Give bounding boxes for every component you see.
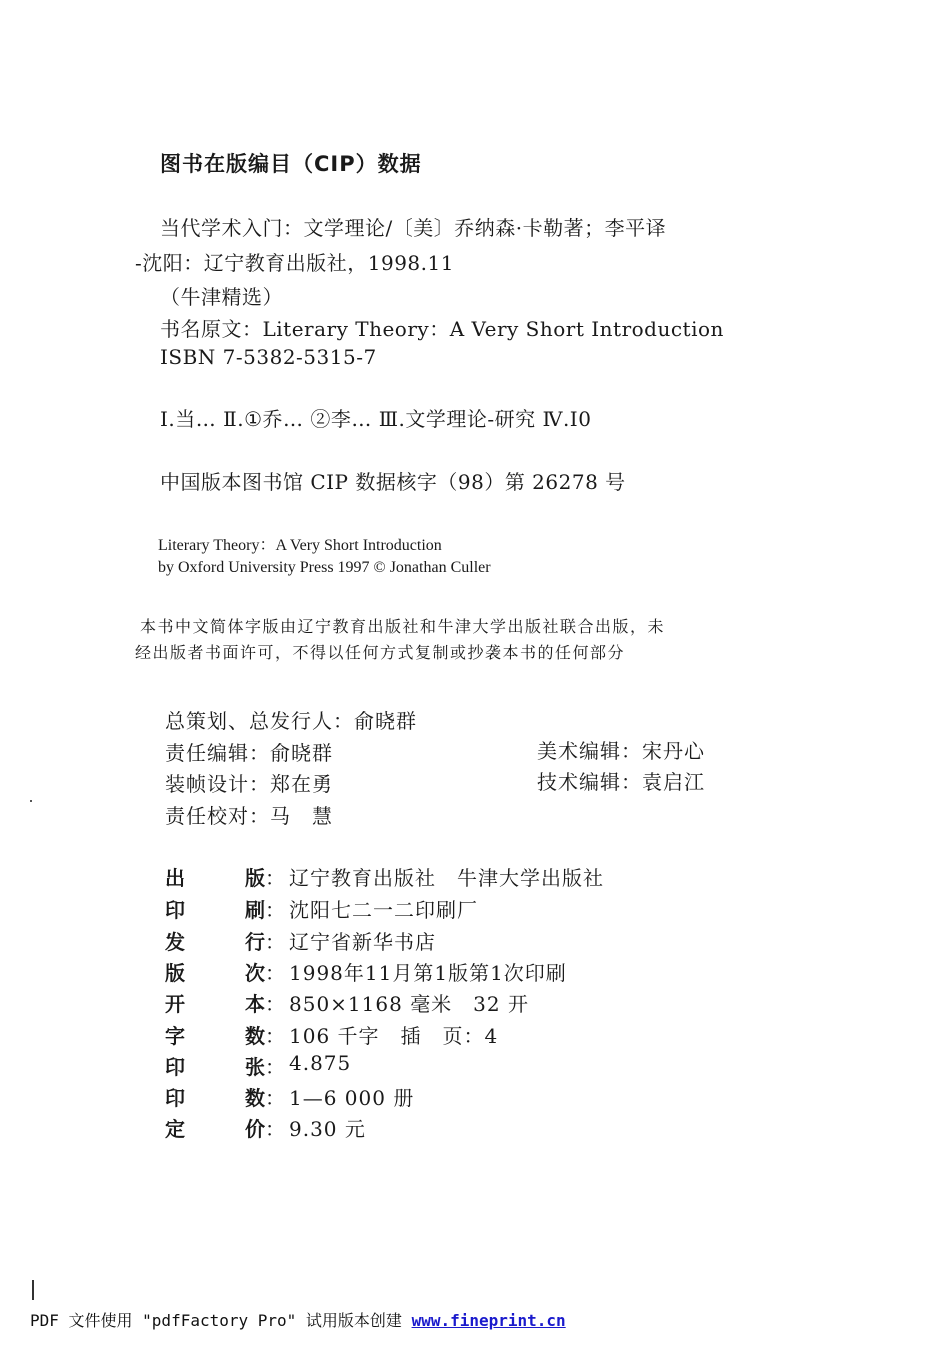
pub-row-edition: [165, 957, 567, 986]
pub-colon: ：: [265, 961, 285, 985]
pub-value: 1—6 000 册: [289, 1086, 415, 1110]
cip-line-title: 当代学术入门：文学理论/〔美〕乔纳森·卡勒著；李平译: [160, 216, 667, 240]
pub-row-price: [165, 1113, 366, 1142]
pub-row-sheets: [165, 1051, 351, 1080]
pub-row-format: [165, 988, 529, 1017]
credit-binding-design: 装帧设计：郑在勇: [165, 772, 333, 796]
english-title-line: Literary Theory：A Very Short Introduction: [158, 537, 442, 554]
pub-row-print-run: [165, 1082, 414, 1111]
pub-colon: ：: [265, 992, 285, 1016]
pub-row-word-count: [165, 1020, 498, 1049]
scan-edge-mark: [32, 1280, 34, 1300]
copyright-notice-line-1: 本书中文简体字版由辽宁教育出版社和牛津大学出版社联合出版，未: [140, 617, 666, 636]
pub-colon: ：: [265, 1086, 285, 1110]
pdf-footer: [30, 1308, 566, 1331]
pub-label: 字 数: [165, 1024, 265, 1048]
pub-label: 定 价: [165, 1117, 265, 1141]
cip-line-isbn: ISBN 7-5382-5315-7: [160, 345, 377, 369]
credit-technical-editor: 技术编辑：袁启江: [537, 770, 705, 794]
pub-value: 辽宁教育出版社 牛津大学出版社: [289, 866, 604, 890]
pub-colon: ：: [265, 1055, 285, 1079]
pub-label: 出 版: [165, 866, 265, 890]
pub-row-publisher: [165, 862, 604, 891]
pub-value: 沈阳七二一二印刷厂: [289, 898, 478, 922]
cip-line-series: （牛津精选）: [160, 285, 283, 309]
pub-label: 印 数: [165, 1086, 265, 1110]
credit-art-editor: 美术编辑：宋丹心: [537, 739, 705, 763]
cip-line-classification: Ⅰ.当… Ⅱ.①乔… ②李… Ⅲ.文学理论-研究 Ⅳ.I0: [160, 407, 592, 431]
cip-title: 图书在版编目（CIP）数据: [160, 152, 422, 176]
english-copyright-line: by Oxford University Press 1997 © Jonathan Culler: [158, 559, 491, 576]
pub-value: 辽宁省新华书店: [289, 930, 436, 954]
pub-colon: ：: [265, 898, 285, 922]
pub-row-distributor: [165, 926, 436, 955]
pub-colon: ：: [265, 930, 285, 954]
pub-label: 版 次: [165, 961, 265, 985]
pub-row-printer: [165, 894, 478, 923]
credit-proofreader: 责任校对：马 慧: [165, 804, 333, 828]
pub-label: 开 本: [165, 992, 265, 1016]
pub-colon: ：: [265, 866, 285, 890]
cip-line-original-title: 书名原文：Literary Theory：A Very Short Introduction: [160, 317, 724, 341]
credit-responsible-editor: 责任编辑：俞晓群: [165, 741, 333, 765]
stray-dot: [30, 800, 32, 802]
credit-chief-planner: 总策划、总发行人：俞晓群: [165, 709, 417, 733]
pub-value: 4.875: [289, 1051, 352, 1075]
cip-line-record-number: 中国版本图书馆 CIP 数据核字（98）第 26278 号: [160, 470, 626, 494]
footer-text: PDF 文件使用 "pdfFactory Pro" 试用版本创建: [30, 1311, 412, 1330]
footer-link[interactable]: www.fineprint.cn: [411, 1311, 566, 1330]
copyright-notice-line-2: 经出版者书面许可，不得以任何方式复制或抄袭本书的任何部分: [135, 643, 626, 662]
pub-label: 印 张: [165, 1055, 265, 1079]
pub-value: 1998年11月第1版第1次印刷: [289, 961, 567, 985]
pub-value: 850×1168 毫米 32 开: [289, 992, 529, 1016]
pub-label: 印 刷: [165, 898, 265, 922]
pub-value: 9.30 元: [289, 1117, 366, 1141]
pub-label: 发 行: [165, 930, 265, 954]
pub-value: 106 千字 插 页：4: [289, 1024, 499, 1048]
pub-colon: ：: [265, 1117, 285, 1141]
cip-line-publisher: -沈阳：辽宁教育出版社，1998.11: [135, 251, 454, 275]
pub-colon: ：: [265, 1024, 285, 1048]
